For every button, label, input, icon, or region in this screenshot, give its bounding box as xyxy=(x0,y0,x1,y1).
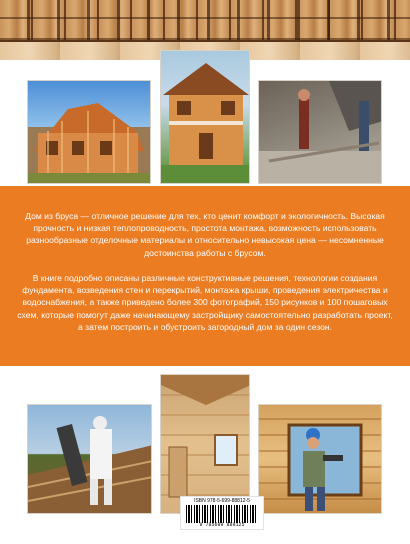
description-band xyxy=(0,186,410,366)
photo-roof-insulation xyxy=(27,404,152,514)
isbn-number: ISBN 978-5-699-88812-5 xyxy=(194,498,250,504)
isbn-barcode xyxy=(180,496,264,530)
photo-house-construction xyxy=(27,80,151,184)
photo-finished-house xyxy=(160,50,250,184)
photo-concrete-pouring xyxy=(258,80,382,184)
wood-plank-stripes xyxy=(0,0,410,40)
description-paragraph-1: Дом из бруса — отличное решение для тех, кто ценит комфорт и экологичность. Высокая прочность и низкая теплопроводность, простота монтажа, возможность использовать разнообразные отделочные материалы и относительно невысокая цена — несомненные достоинства работы с брусом. xyxy=(25,211,385,258)
photo-wooden-interior xyxy=(160,374,250,514)
description-paragraph-2: В книге подробно описаны различные конструктивные решения, технологии создания фундамента, возведения стен и перекрытий, монтажа крыши, проведения электричества и водоснабжения, а также приведено более 300 фотографий, 150 рисунков и 100 пошаговых схем, которые помогут даже начинающему застройщику самостоятельно разработать проект, а затем построить и обустроить загородный дом за один сезон. xyxy=(17,273,393,332)
barcode-digits: 9 785699 889125 xyxy=(199,522,245,528)
photo-worker-drilling xyxy=(258,404,382,514)
barcode-bars xyxy=(186,505,258,523)
